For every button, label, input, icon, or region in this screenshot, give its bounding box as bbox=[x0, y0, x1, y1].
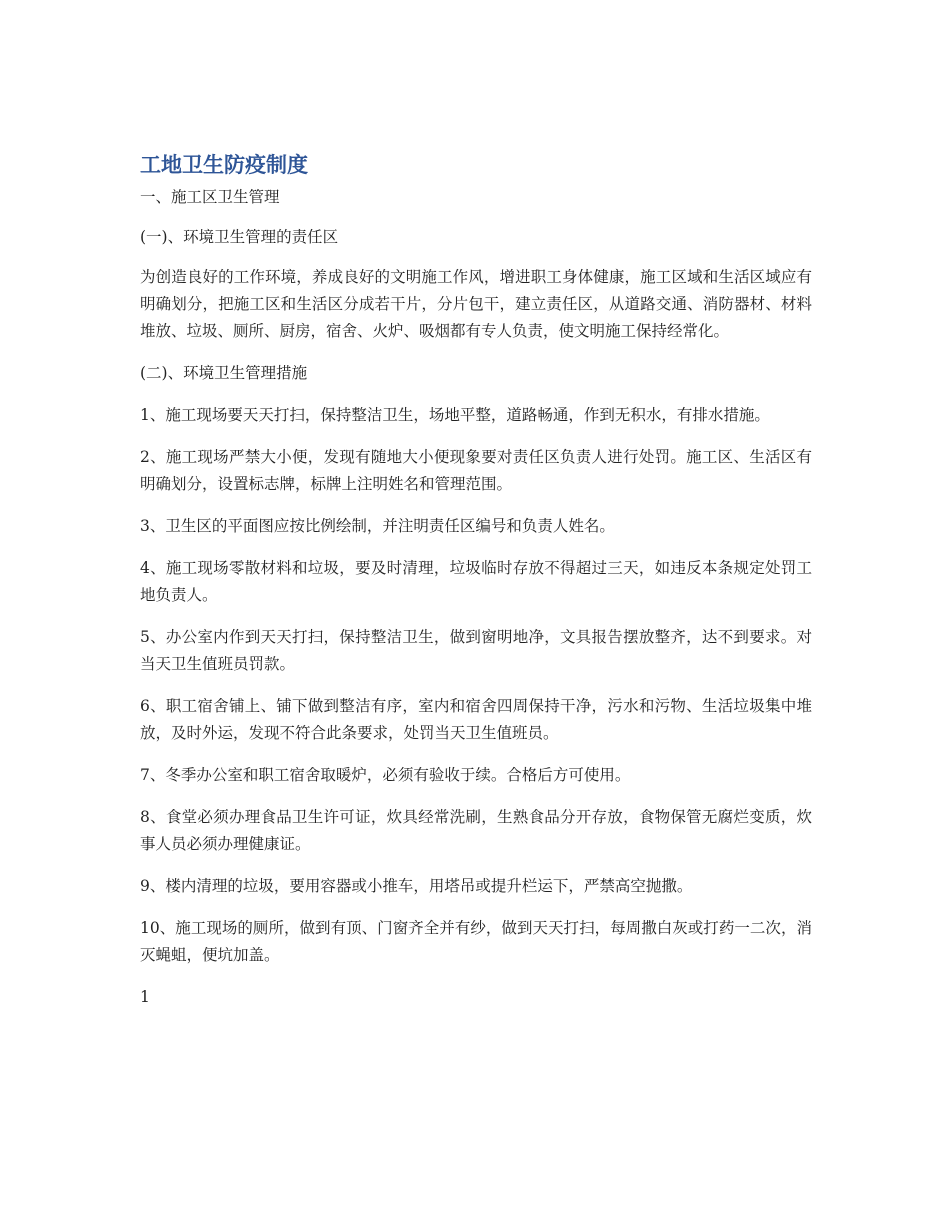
list-item: 2、施工现场严禁大小便，发现有随地大小便现象要对责任区负责人进行处罚。施工区、生活区有明确划分，设置标志牌，标牌上注明姓名和管理范围。 bbox=[140, 448, 812, 493]
document-page bbox=[140, 150, 812, 1011]
list-item: 5、办公室内作到天天打扫，保持整洁卫生，做到窗明地净，文具报告摆放整齐，达不到要求。对当天卫生值班员罚款。 bbox=[140, 628, 812, 673]
list-item: 3、卫生区的平面图应按比例绘制，并注明责任区编号和负责人姓名。 bbox=[140, 517, 615, 535]
page-number: 1 bbox=[140, 988, 150, 1006]
list-item: 7、冬季办公室和职工宿舍取暖炉，必须有验收于续。合格后方可使用。 bbox=[140, 766, 631, 784]
list-item: 1、施工现场要天天打扫，保持整洁卫生，场地平整，道路畅通，作到无积水，有排水措施。 bbox=[140, 406, 770, 424]
list-item: 4、施工现场零散材料和垃圾，要及时清理，垃圾临时存放不得超过三天，如违反本条规定处罚工地负责人。 bbox=[140, 559, 812, 604]
list-item: 10、施工现场的厕所，做到有顶、门窗齐全并有纱，做到天天打扫，每周撒白灰或打药一二次，消灭蝇蛆，便坑加盖。 bbox=[140, 919, 812, 964]
subsection-heading: (二)、环境卫生管理措施 bbox=[140, 364, 308, 382]
document-title: 工地卫生防疫制度 bbox=[140, 153, 308, 177]
section-heading: 一、施工区卫生管理 bbox=[140, 188, 280, 206]
intro-paragraph: 为创造良好的工作环境，养成良好的文明施工作风，增进职工身体健康，施工区域和生活区域应有明确划分，把施工区和生活区分成若干片，分片包干，建立责任区，从道路交通、消防器材、材料堆放、垃圾、厕所、厨房，宿舍、火炉、吸烟都有专人负责，使文明施工保持经常化。 bbox=[140, 268, 812, 340]
list-item: 9、楼内清理的垃圾，要用容器或小推车，用塔吊或提升栏运下，严禁高空抛撒。 bbox=[140, 877, 693, 895]
list-item: 8、食堂必须办理食品卫生许可证，炊具经常洗刷，生熟食品分开存放，食物保管无腐烂变质，炊事人员必须办理健康证。 bbox=[140, 808, 812, 853]
subsection-heading: (一)、环境卫生管理的责任区 bbox=[140, 228, 339, 246]
list-item: 6、职工宿舍铺上、铺下做到整洁有序，室内和宿舍四周保持干净，污水和污物、生活垃圾集中堆放，及时外运，发现不符合此条要求，处罚当天卫生值班员。 bbox=[140, 697, 812, 742]
